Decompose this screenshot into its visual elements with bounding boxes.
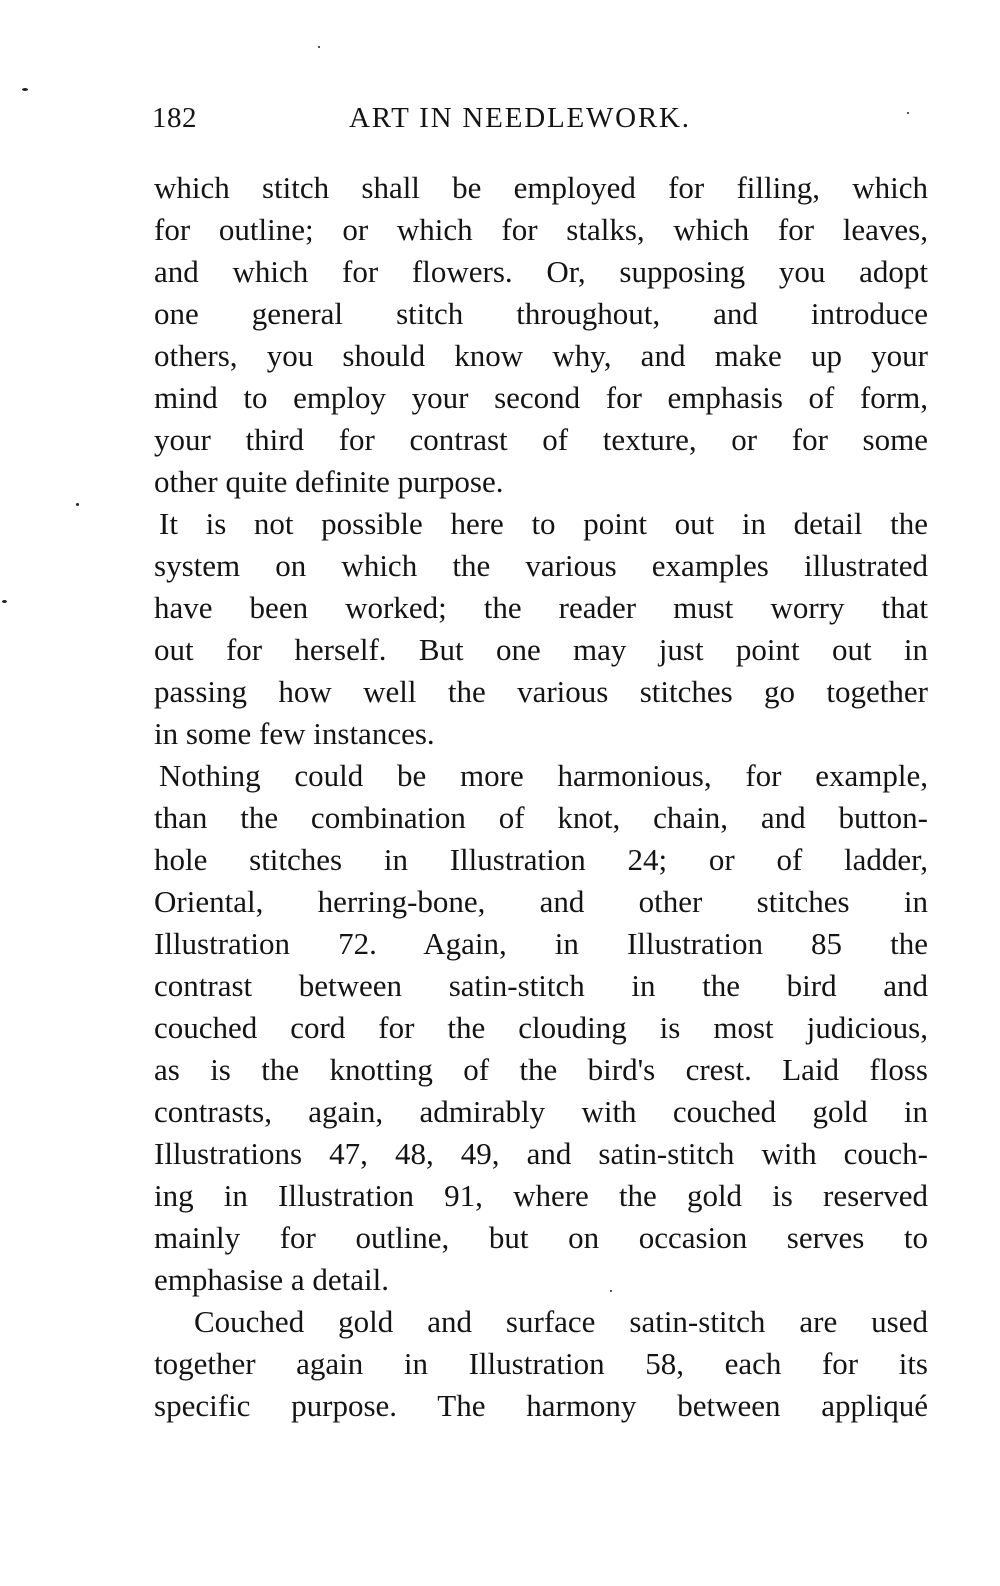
text-line: one general stitch throughout, and introduce — [154, 296, 928, 331]
paragraph-2 — [154, 503, 928, 755]
text-line: mind to employ your second for emphasis of form, — [154, 380, 928, 415]
text-line: system on which the various examples illustrated — [154, 548, 928, 583]
text-line: Illustration 72. Again, in Illustration 85 the — [154, 926, 928, 961]
text-line: your third for contrast of texture, or for some — [154, 422, 928, 457]
text-line: Illustrations 47, 48, 49, and satin-stitch with couch- — [154, 1136, 928, 1171]
text-line: contrasts, again, admirably with couched gold in — [154, 1094, 928, 1129]
text-line: It is not possible here to point out in detail the — [159, 506, 928, 541]
text-line: hole stitches in Illustration 24; or of ladder, — [154, 842, 928, 877]
text-line: others, you should know why, and make up your — [154, 338, 928, 373]
scan-speck — [907, 112, 909, 114]
text-line: out for herself. But one may just point out in — [154, 632, 928, 667]
text-line: emphasise a detail. — [154, 1262, 389, 1297]
scan-speck — [2, 600, 7, 603]
text-line: Oriental, herring-bone, and other stitches in — [154, 884, 928, 919]
text-line: mainly for outline, but on occasion serves to — [154, 1220, 928, 1255]
running-title: ART IN NEEDLEWORK. — [349, 102, 691, 134]
paragraph-3 — [154, 755, 928, 1301]
text-line: passing how well the various stitches go together — [154, 674, 928, 709]
body-text — [154, 167, 928, 1427]
text-line: Couched gold and surface satin-stitch are used — [194, 1304, 928, 1339]
text-line: in some few instances. — [154, 716, 435, 751]
text-line: together again in Illustration 58, each for its — [154, 1346, 928, 1381]
text-line: as is the knotting of the bird's crest. Laid floss — [154, 1052, 928, 1087]
text-line: ing in Illustration 91, where the gold is reserved — [154, 1178, 928, 1213]
text-line: for outline; or which for stalks, which for leaves, — [154, 212, 928, 247]
text-line: other quite definite purpose. — [154, 464, 504, 499]
text-line: couched cord for the clouding is most judicious, — [154, 1010, 928, 1045]
page-number: 182 — [152, 102, 197, 134]
text-line: specific purpose. The harmony between appliqué — [154, 1388, 928, 1423]
scan-speck — [318, 46, 320, 48]
text-line: than the combination of knot, chain, and button- — [154, 800, 928, 835]
page-header — [152, 102, 928, 142]
paragraph-4 — [154, 1301, 928, 1427]
text-line: have been worked; the reader must worry that — [154, 590, 928, 625]
scan-speck — [22, 88, 28, 91]
text-line: and which for flowers. Or, supposing you adopt — [154, 254, 928, 289]
text-line: contrast between satin-stitch in the bird and — [154, 968, 928, 1003]
paragraph-1 — [154, 167, 928, 503]
text-line: which stitch shall be employed for filling, which — [154, 170, 928, 205]
scan-speck — [76, 503, 79, 506]
scan-speck — [610, 1290, 612, 1292]
text-line: Nothing could be more harmonious, for example, — [159, 758, 928, 793]
